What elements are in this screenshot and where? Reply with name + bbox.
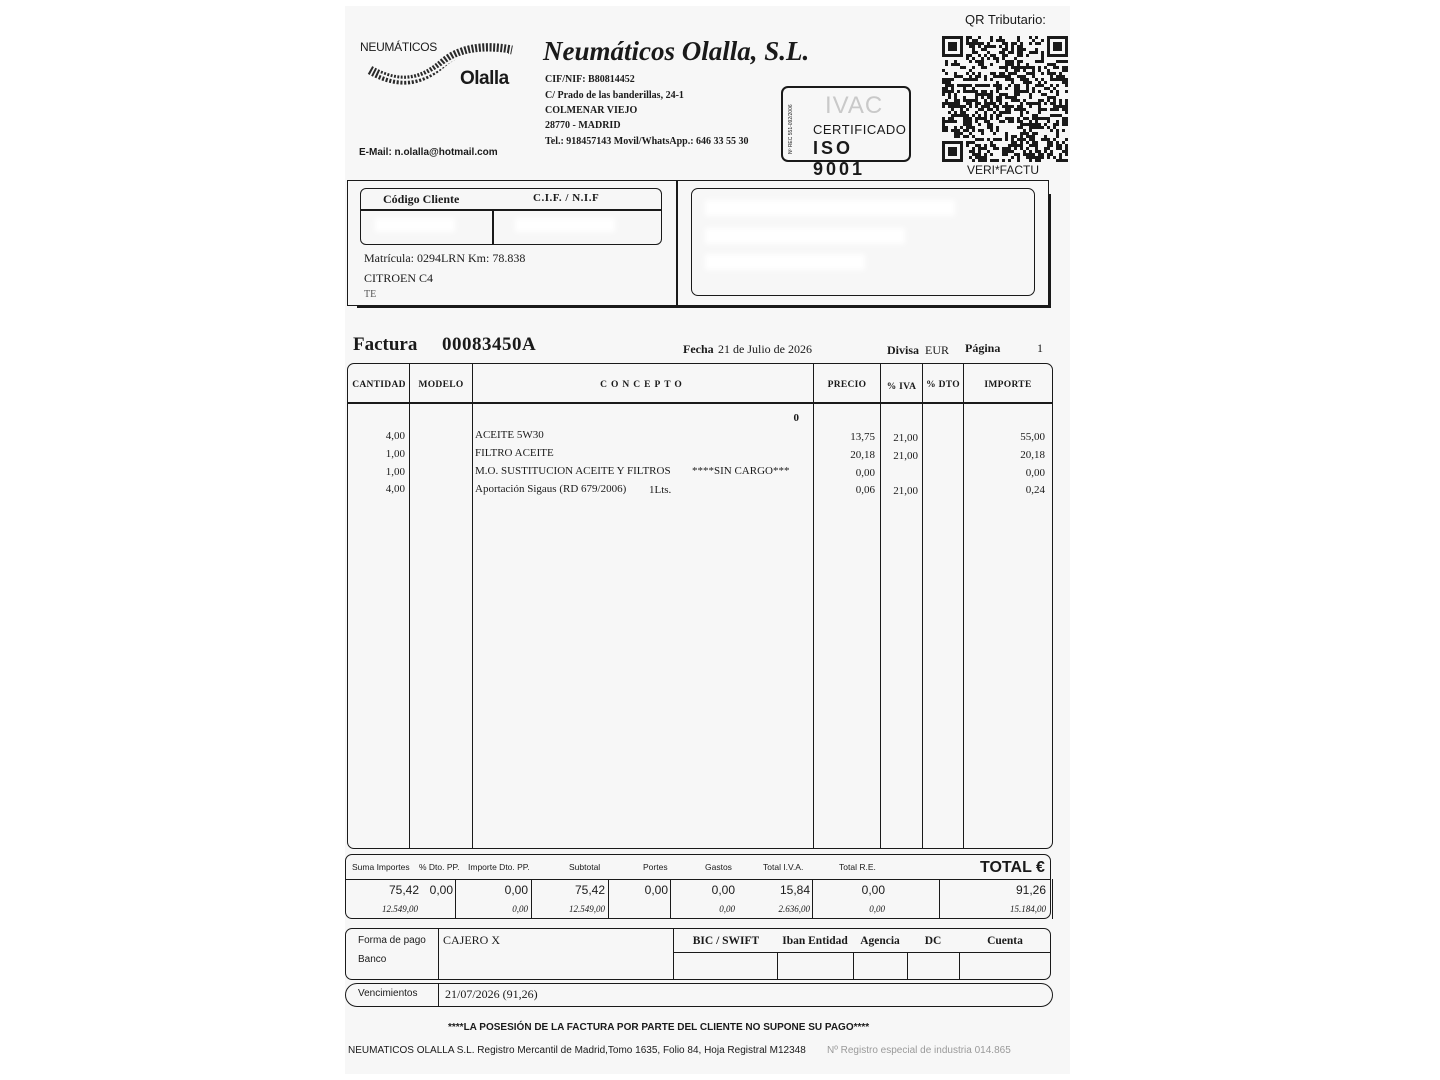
total-subtotal-value: 75,42 (574, 883, 605, 897)
client-code-divider (492, 209, 494, 245)
row-iva: 21,00 (893, 432, 918, 444)
row-precio: 0,06 (855, 484, 875, 496)
row-extra: 1Lts. (649, 484, 672, 496)
totals-divider (670, 879, 671, 919)
total-subtotal-label: Subtotal (569, 862, 601, 872)
payment-disclaimer: ****LA POSESIÓN DE LA FACTURA POR PARTE DEL CLIENTE NO SUPONE SU PAGO**** (448, 1022, 870, 1033)
client-phone: TE (364, 289, 377, 300)
header-modelo: MODELO (418, 380, 464, 390)
client-city-redacted (705, 254, 865, 270)
date-label: Fecha (683, 342, 714, 356)
total-portes-label: Portes (643, 862, 668, 872)
total-importe-dto-pesetas: 0,00 (512, 904, 528, 914)
total-suma-label: Suma Importes (352, 862, 410, 872)
client-section-shadow (1048, 194, 1051, 308)
column-divider (922, 363, 923, 849)
due-dates-divider (438, 983, 439, 1007)
total-re-label: Total R.E. (839, 862, 876, 872)
row-cantidad: 4,00 (385, 483, 405, 495)
bank-label: Banco (358, 954, 387, 965)
client-code-divider (360, 209, 662, 211)
page-number: 1 (1037, 341, 1043, 355)
client-section-divider (676, 180, 678, 306)
header-cantidad: CANTIDAD (352, 380, 406, 390)
cert-iso: ISO 9001 (813, 138, 866, 179)
svg-text:Nº REC 551-092/2006: Nº REC 551-092/2006 (788, 104, 794, 154)
payment-divider (673, 952, 1051, 953)
total-dto-pp-value: 0,00 (429, 883, 453, 897)
payment-divider (907, 952, 908, 980)
total-iva-value: 15,84 (779, 883, 810, 897)
total-importe-dto-label: Importe Dto. PP. (468, 862, 530, 872)
invoice-label: Factura (353, 334, 418, 355)
column-divider (409, 363, 410, 849)
row-precio: 20,18 (850, 449, 875, 461)
client-address-redacted (705, 228, 905, 244)
row-cantidad: 1,00 (385, 466, 405, 478)
row-precio: 13,75 (850, 431, 875, 443)
total-portes-value: 0,00 (644, 883, 668, 897)
payment-method-value: CAJERO X (443, 933, 501, 947)
row-iva: 21,00 (893, 485, 918, 497)
dc-label: DC (924, 935, 942, 947)
row-importe: 20,18 (1020, 449, 1045, 461)
row-iva: 21,00 (893, 450, 918, 462)
totals-divider (1052, 879, 1053, 919)
total-dto-pp-label: % Dto. PP. (419, 862, 460, 872)
totals-divider (939, 879, 940, 919)
vehicle-plate-km: Matrícula: 0294LRN Km: 78.838 (364, 251, 526, 265)
vehicle-model: CITROEN C4 (364, 271, 433, 285)
company-logo (360, 40, 525, 95)
items-table-header-line (347, 402, 1053, 404)
iban-label: Iban Entidad (782, 935, 848, 947)
company-city: COLMENAR VIEJO (545, 105, 638, 116)
due-dates-value: 21/07/2026 (91,26) (445, 987, 538, 1001)
invoice-number: 00083450A (442, 334, 537, 355)
row-importe: 55,00 (1020, 431, 1045, 443)
client-cif-redacted (515, 218, 615, 232)
client-code-label: Código Cliente (383, 192, 460, 206)
total-gastos-pesetas: 0,00 (719, 904, 735, 914)
total-gastos-value: 0,00 (711, 883, 735, 897)
payment-divider (959, 952, 960, 980)
payment-divider (853, 952, 854, 980)
cert-ghost-logo: IVAC (825, 92, 884, 119)
header-dto: % DTO (926, 380, 960, 390)
payment-divider (438, 928, 439, 980)
items-table (347, 363, 1053, 849)
row-concepto: M.O. SUSTITUCION ACEITE Y FILTROS (475, 465, 671, 477)
page-label: Página (965, 341, 1001, 355)
total-subtotal-pesetas: 12.549,00 (569, 904, 605, 914)
totals-divider (345, 879, 1051, 880)
iso-certificate-badge (781, 86, 911, 179)
row-concepto: ACEITE 5W30 (475, 429, 544, 441)
verifactu-label: VERI*FACTU (967, 163, 1040, 177)
currency-value: EUR (925, 343, 949, 357)
total-iva-label: Total I.V.A. (763, 862, 804, 872)
row-precio: 0,00 (855, 467, 875, 479)
column-divider (472, 363, 473, 849)
logo-top-text: NEUMÁTICOS (360, 40, 438, 54)
company-name: Neumáticos Olalla, S.L. (543, 36, 810, 66)
client-code-redacted (375, 218, 455, 232)
currency-label: Divisa (887, 343, 920, 357)
agencia-label: Agencia (860, 935, 900, 947)
company-email: E-Mail: n.olalla@hotmail.com (359, 147, 498, 158)
total-iva-pesetas: 2.636,00 (778, 904, 810, 914)
row-concepto: FILTRO ACEITE (475, 447, 554, 459)
client-cif-label: C.I.F. / N.I.F (533, 192, 600, 204)
column-divider (813, 363, 814, 849)
header-concepto: CONCEPTO (600, 380, 686, 390)
row-cantidad: 4,00 (385, 430, 405, 442)
total-re-value: 0,00 (861, 883, 885, 897)
totals-divider (455, 879, 456, 919)
table-marker: 0 (793, 412, 799, 424)
total-pesetas: 15.184,00 (1010, 904, 1046, 914)
total-importe-dto-value: 0,00 (504, 883, 528, 897)
client-section-shadow (357, 305, 1051, 308)
cuenta-label: Cuenta (987, 935, 1023, 947)
logo-bottom-text: Olalla (460, 68, 509, 89)
total-gastos-label: Gastos (705, 862, 732, 872)
header-iva: % IVA (886, 382, 917, 392)
totals-divider (812, 879, 813, 919)
company-cif: CIF/NIF: B80814452 (545, 74, 635, 85)
cert-label: CERTIFICADO (813, 122, 907, 137)
header-importe: IMPORTE (984, 380, 1032, 390)
total-value: 91,26 (1015, 883, 1046, 897)
invoice-page (345, 6, 1070, 1074)
qr-label: QR Tributario: (965, 12, 1046, 27)
totals-divider (608, 879, 609, 919)
header-precio: PRECIO (827, 380, 867, 390)
company-street: C/ Prado de las banderillas, 24-1 (545, 90, 684, 101)
payment-divider (777, 952, 778, 980)
qr-code-icon (942, 36, 1068, 162)
client-name-redacted (705, 200, 955, 216)
registry-info: NEUMATICOS OLALLA S.L. Registro Mercantil de Madrid,Tomo 1635, Folio 84, Hoja Registral M12348 (348, 1045, 806, 1056)
row-concepto: Aportación Sigaus (RD 679/2006) (475, 483, 627, 495)
company-phone: Tel.: 918457143 Movil/WhatsApp.: 646 33 55 30 (545, 136, 749, 147)
row-importe: 0,00 (1025, 467, 1045, 479)
company-postcode: 28770 - MADRID (545, 120, 621, 131)
column-divider (963, 363, 964, 849)
row-importe: 0,24 (1025, 484, 1045, 496)
payment-method-label: Forma de pago (358, 935, 426, 946)
total-label: TOTAL € (980, 859, 1045, 876)
row-extra: ****SIN CARGO*** (692, 465, 790, 477)
bic-swift-label: BIC / SWIFT (692, 935, 760, 947)
totals-divider (531, 879, 532, 919)
total-suma-pesetas: 12.549,00 (382, 904, 418, 914)
due-dates-label: Vencimientos (358, 988, 418, 999)
total-suma-value: 75,42 (388, 883, 419, 897)
cert-registration-text (785, 94, 795, 156)
industry-registry: Nº Registro especial de industria 014.865 (827, 1045, 1011, 1056)
row-cantidad: 1,00 (385, 448, 405, 460)
payment-divider (673, 928, 674, 980)
total-re-pesetas: 0,00 (869, 904, 885, 914)
invoice-date: 21 de Julio de 2026 (718, 342, 812, 356)
